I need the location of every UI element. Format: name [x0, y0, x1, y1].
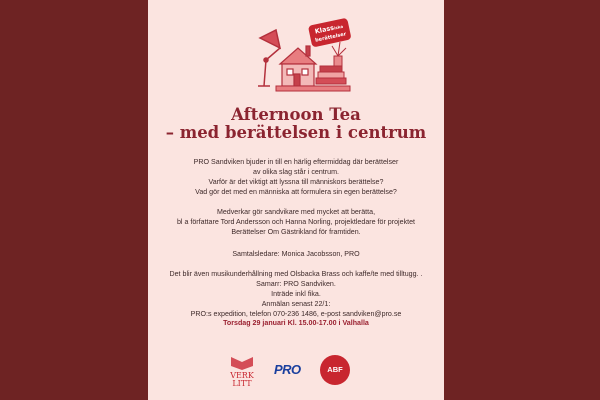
abf-logo: ABF	[320, 355, 350, 385]
svg-text:Klassiska: Klassiska	[314, 23, 344, 36]
body-line: Samtalsledare: Monica Jacobsson, PRO	[232, 250, 360, 258]
house-icon	[280, 46, 316, 86]
plant-icon	[332, 42, 346, 66]
body-line: Vad gör det med en människa att formulera sin egen berättelse?	[195, 188, 397, 196]
sponsor-logos	[148, 352, 444, 392]
poster-title-line1: Afternoon Tea	[231, 105, 361, 124]
svg-text:berättelser: berättelser	[314, 31, 347, 44]
body-line: Samarr: PRO Sandviken.	[256, 280, 336, 288]
svg-text:VERK: VERK	[230, 371, 254, 380]
body-line: Det blir även musikunderhållning med Olsbacka Brass och kaffe/te med tilltugg. .	[169, 270, 423, 278]
house-and-books-illustration	[236, 8, 356, 98]
klassiska-berattelser-badge	[308, 18, 352, 48]
body-line: PRO Sandviken bjuder in till en härlig eftermiddag där berättelser	[193, 158, 399, 166]
pro-logo: PRO	[274, 362, 301, 377]
body-line: bl a författare Tord Andersson och Hanna Norling, projektledare för projektet	[176, 218, 416, 226]
poster-title-line2: – med berättelsen i centrum	[165, 123, 427, 142]
body-line: Berättelser Om Gästrikland för framtiden.	[231, 228, 361, 236]
body-line: Inträde inkl fika.	[271, 290, 321, 298]
body-line: Anmälan senast 22/1:	[261, 300, 331, 308]
poster-page	[148, 0, 444, 400]
body-line: Varför är det viktigt att lyssna till människors berättelse?	[208, 178, 384, 186]
svg-text:LITT: LITT	[232, 379, 252, 388]
desk-lamp-icon	[258, 30, 280, 86]
body-line: Medverkar gör sandvikare med mycket att berätta,	[216, 208, 376, 216]
body-line: PRO:s expedition, telefon 070-236 1486, e-post sandviken@pro.se	[190, 310, 402, 318]
verk-litt-logo	[225, 354, 259, 388]
body-line: av olika slag står i centrum.	[253, 168, 339, 176]
event-date-line: Torsdag 29 januari Kl. 15.00-17.00 i Valhalla	[223, 319, 369, 327]
